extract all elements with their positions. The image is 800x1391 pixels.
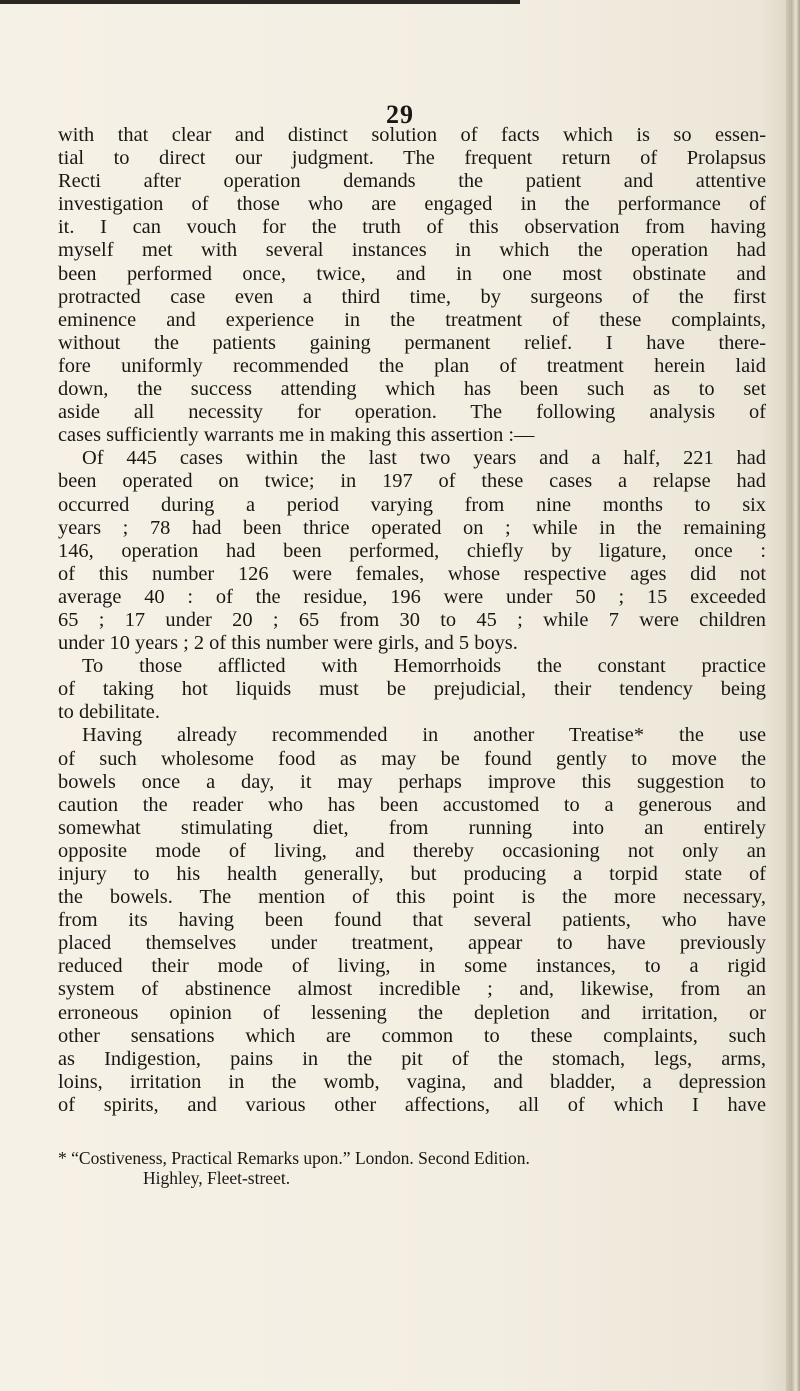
footnote-line: Highley, Fleet-street.	[143, 1168, 291, 1188]
text-line: eminence and experience in the treatment of these complaints,	[58, 308, 766, 331]
text-line: somewhat stimulating diet, from running into an entirely	[58, 816, 766, 839]
page-gutter-edge	[786, 0, 800, 1391]
text-line: with that clear and distinct solution of facts which is so essen-	[58, 124, 766, 146]
text-line: cases sufficiently warrants me in making this assertion :—	[58, 424, 535, 447]
text-line: down, the success attending which has been such as to set	[58, 378, 766, 401]
text-line: reduced their mode of living, in some instances, to a rigid	[58, 955, 766, 978]
body-text	[58, 124, 766, 1117]
text-line: tial to direct our judgment. The frequent return of Prolapsus	[58, 147, 766, 170]
text-line: of spirits, and various other affections, all of which I have	[58, 1093, 766, 1116]
text-line: investigation of those who are engaged in the performance of	[58, 193, 766, 216]
text-line: been operated on twice; in 197 of these cases a relapse had	[58, 470, 766, 493]
text-line: of this number 126 were females, whose respective ages did not	[58, 562, 766, 585]
text-line: as Indigestion, pains in the pit of the stomach, legs, arms,	[58, 1047, 766, 1070]
footnote	[58, 1148, 766, 1188]
text-line: the bowels. The mention of this point is the more necessary,	[58, 886, 766, 909]
top-edge-rule	[0, 0, 520, 4]
text-line: To those afflicted with Hemorrhoids the constant practice	[82, 655, 766, 678]
text-line: Of 445 cases within the last two years and a half, 221 had	[82, 447, 766, 470]
text-line: without the patients gaining permanent relief. I have there-	[58, 331, 766, 354]
text-line: 146, operation had been performed, chiefly by ligature, once :	[58, 539, 766, 562]
text-line: to debilitate.	[58, 701, 160, 724]
text-line: placed themselves under treatment, appear to have previously	[58, 932, 766, 955]
footnote-line: * “Costiveness, Practical Remarks upon.” London. Second Edition.	[58, 1148, 530, 1168]
page-number: 29	[386, 100, 414, 129]
text-line: occurred during a period varying from nine months to six	[58, 493, 766, 516]
text-line: from its having been found that several patients, who have	[58, 909, 766, 932]
text-line: Having already recommended in another Treatise* the use	[82, 724, 766, 747]
text-line: opposite mode of living, and thereby occasioning not only an	[58, 839, 766, 862]
text-line: bowels once a day, it may perhaps improve this suggestion to	[58, 770, 766, 793]
text-line: other sensations which are common to these complaints, such	[58, 1024, 766, 1047]
text-line: fore uniformly recommended the plan of treatment herein laid	[58, 354, 766, 377]
text-line: loins, irritation in the womb, vagina, and bladder, a depression	[58, 1070, 766, 1093]
text-line: average 40 : of the residue, 196 were under 50 ; 15 exceeded	[58, 585, 766, 608]
text-line: of such wholesome food as may be found gently to move the	[58, 747, 766, 770]
text-line: injury to his health generally, but producing a torpid state of	[58, 863, 766, 885]
text-line: caution the reader who has been accustomed to a generous and	[58, 793, 766, 816]
text-line: years ; 78 had been thrice operated on ; while in the remaining	[58, 516, 766, 539]
text-line: erroneous opinion of lessening the depletion and irritation, or	[58, 1001, 766, 1024]
text-line: 65 ; 17 under 20 ; 65 from 30 to 45 ; while 7 were children	[58, 608, 766, 631]
text-line: of taking hot liquids must be prejudicial, their tendency being	[58, 678, 766, 701]
text-line: protracted case even a third time, by surgeons of the first	[58, 285, 766, 308]
text-line: under 10 years ; 2 of this number were girls, and 5 boys.	[58, 632, 518, 655]
text-line: myself met with several instances in which the operation had	[58, 239, 766, 262]
text-line: aside all necessity for operation. The following analysis of	[58, 401, 766, 424]
text-line: it. I can vouch for the truth of this observation from having	[58, 216, 766, 239]
text-line: system of abstinence almost incredible ; and, likewise, from an	[58, 978, 766, 1001]
text-line: Recti after operation demands the patient and attentive	[58, 170, 766, 193]
text-line: been performed once, twice, and in one most obstinate and	[58, 262, 766, 285]
